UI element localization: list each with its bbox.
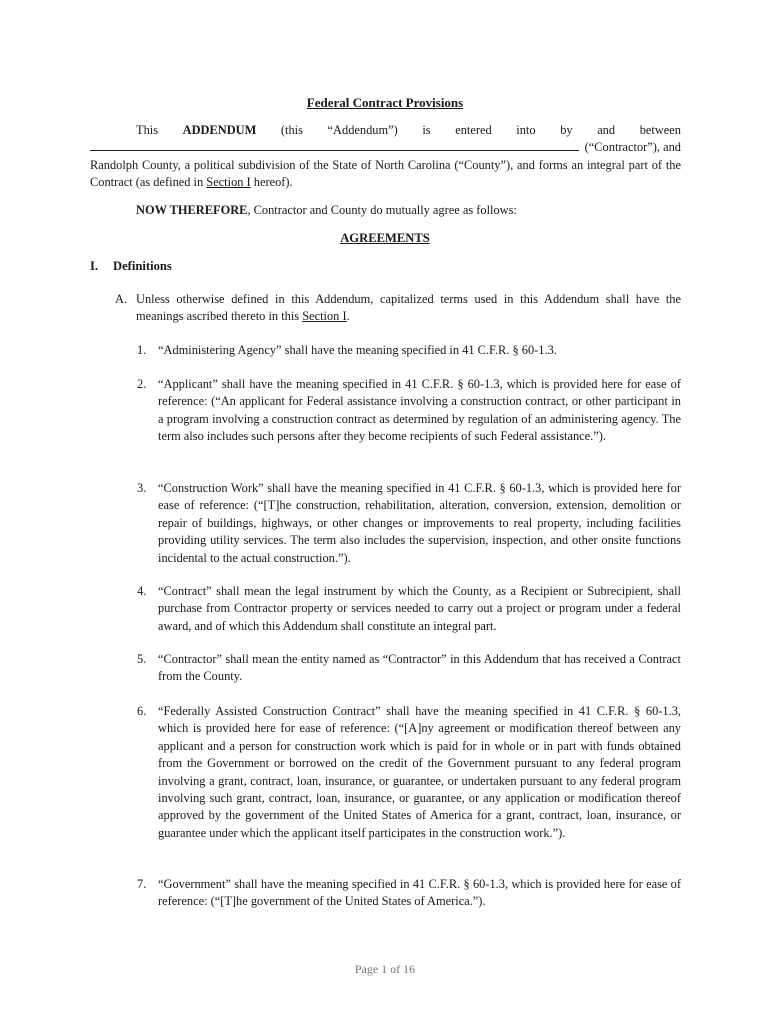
intro-word: is <box>422 123 431 137</box>
intro-word: and <box>597 123 616 137</box>
definition-number: 6. <box>137 704 147 718</box>
section-i-reference: Section I <box>206 175 251 190</box>
definition-text: “Administering Agency” shall have the meaning specified in 41 C.F.R. § 60-1.3. <box>158 343 557 357</box>
intro-word: “Addendum”) <box>327 123 398 137</box>
page-number-footer: Page 1 of 16 <box>354 962 416 976</box>
intro-word-addendum: ADDENDUM <box>182 123 257 137</box>
definition-text: “Contractor” shall mean the entity named as “Contractor” in this Addendum that has received a Contract from the County. <box>158 652 681 684</box>
intro-contractor-tail: (“Contractor”), and <box>584 140 681 155</box>
definition-text: “Federally Assisted Construction Contract” shall have the meaning specified in 41 C.F.R. § 60-1.3, which is provided here for ease of reference: (“[A]ny agreement or modification thereof between any applicant and a person for construction work which is paid for in whole or in part with funds obtained from the Government or borrowed on the credit of the Government pursuant to any federal program involving a grant, contract, loan, insurance, or guarantee, or undertaken pursuant to any federal program involving such grant, contract, loan, insurance, or guarantee, or any application or modification thereof approved by the government of the United States of America for a grant, contract, loan, insurance, or guarantee under which the applicant itself participates in the construction work.”). <box>158 704 681 840</box>
definition-number: 3. <box>137 481 147 495</box>
definition-item-2 <box>137 376 681 446</box>
intro-word: This <box>136 123 159 137</box>
intro-paragraph <box>90 122 681 192</box>
definition-item-3 <box>137 480 681 567</box>
definition-text: “Contract” shall mean the legal instrument by which the County, as a Recipient or Subrecipient, shall purchase from Contractor property or services needed to carry out a project or program under a federal award, and of which this Addendum shall constitute an integral part. <box>158 584 681 633</box>
section-title: Definitions <box>113 259 172 273</box>
definition-item-7 <box>137 876 681 911</box>
item-a-label: A. <box>115 292 128 306</box>
definition-item-5 <box>137 651 681 686</box>
intro-word: into <box>516 123 536 137</box>
intro-word: entered <box>455 123 492 137</box>
document-title: Federal Contract Provisions <box>306 95 464 110</box>
definition-text: “Applicant” shall have the meaning specified in 41 C.F.R. § 60-1.3, which is provided here for ease of reference: (“An applicant for Federal assistance involving a construction contract, or other participant in a program involving a construction contract as determined by regulation of an administering agency. The term also includes such persons after they become recipients of such Federal assistance.”). <box>158 377 681 444</box>
definition-item-4 <box>137 583 681 635</box>
now-therefore-bold: NOW THEREFORE <box>136 203 248 217</box>
intro-word: (this <box>280 123 303 137</box>
definition-number: 1. <box>137 343 147 357</box>
definition-number: 5. <box>137 652 147 666</box>
definition-number: 4. <box>137 584 147 598</box>
definition-number: 2. <box>137 377 147 391</box>
definition-text: “Construction Work” shall have the meaning specified in 41 C.F.R. § 60-1.3, which is provided here for ease of reference: (“[T]he construction, rehabilitation, alteration, conversion, extension, demolition or repair of buildings, highways, or other changes or improvements to real property, including facilities providing utility services. The term also includes the supervision, inspection, and other onsite functions incidental to the actual construction.”). <box>158 481 681 565</box>
agreements-heading: AGREEMENTS <box>340 231 430 245</box>
definition-number: 7. <box>137 877 147 891</box>
item-a: A. Unless otherwise defined in this Addendum, capitalized terms used in this Addendum shall have the meanings ascribed thereto in this Section I. <box>115 292 681 324</box>
definition-item-1 <box>137 342 681 359</box>
contractor-name-blank <box>90 140 579 151</box>
definition-item-6 <box>137 703 681 842</box>
intro-first-line <box>90 122 681 139</box>
intro-word: between <box>639 123 681 137</box>
intro-word: by <box>560 123 573 137</box>
definition-text: “Government” shall have the meaning specified in 41 C.F.R. § 60-1.3, which is provided here for ease of reference: (“[T]he government of the United States of America.”). <box>158 877 681 909</box>
section-number: I. <box>90 259 99 273</box>
intro-rest: Randolph County, a political subdivision of the State of North Carolina (“County”), and forms an integral part of the Contract (as defined in Section I hereof). <box>90 157 681 190</box>
section-i-reference: Section I <box>302 309 347 324</box>
now-therefore-paragraph: NOW THEREFORE, Contractor and County do mutually agree as follows: <box>136 203 517 217</box>
intro-second-line <box>90 139 681 156</box>
